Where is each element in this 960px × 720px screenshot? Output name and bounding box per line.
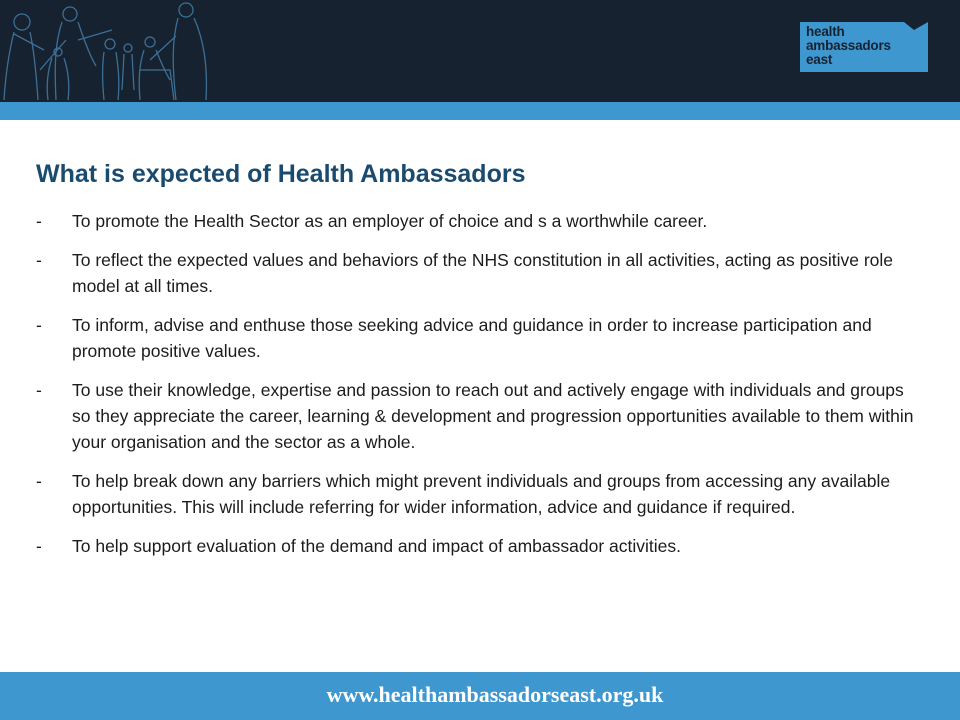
list-item-text: To promote the Health Sector as an employer of choice and s a worthwhile career. bbox=[72, 211, 708, 231]
list-item-text: To reflect the expected values and behaviors of the NHS constitution in all activities, acting as positive role model at all times. bbox=[72, 250, 893, 296]
footer-bar bbox=[0, 672, 960, 720]
expectations-list bbox=[36, 208, 916, 572]
list-item bbox=[36, 247, 916, 299]
list-item-text: To inform, advise and enthuse those seeking advice and guidance in order to increase participation and promote positive values. bbox=[72, 315, 872, 361]
dash-marker: - bbox=[36, 211, 42, 231]
page-title: What is expected of Health Ambassadors bbox=[36, 160, 526, 188]
dash-marker: - bbox=[36, 315, 42, 335]
list-item bbox=[36, 533, 916, 559]
logo-line-2: ambassadors bbox=[806, 38, 891, 53]
header-accent-stripe bbox=[0, 102, 960, 120]
silhouette-figures-icon bbox=[0, 0, 240, 102]
header-bar bbox=[0, 0, 960, 102]
list-item-text: To help break down any barriers which might prevent individuals and groups from accessing any available opportunities. This will include referring for wider information, advice and guidance if required. bbox=[72, 471, 891, 517]
list-item bbox=[36, 468, 916, 520]
logo-line-1: health bbox=[806, 24, 845, 39]
list-item bbox=[36, 208, 916, 234]
dash-marker: - bbox=[36, 471, 42, 491]
list-item-text: To help support evaluation of the demand and impact of ambassador activities. bbox=[72, 536, 681, 556]
logo-text bbox=[806, 25, 891, 67]
list-item bbox=[36, 377, 916, 455]
dash-marker: - bbox=[36, 536, 42, 556]
logo-line-3: east bbox=[806, 52, 833, 67]
footer-url: www.healthambassadorseast.org.uk bbox=[326, 682, 664, 707]
dash-marker: - bbox=[36, 250, 42, 270]
dash-marker: - bbox=[36, 380, 42, 400]
list-item-text: To use their knowledge, expertise and passion to reach out and actively engage with individuals and groups so they appreciate the career, learning & development and progression opportunities available to them within your organisation and the sector as a whole. bbox=[72, 380, 914, 452]
list-item bbox=[36, 312, 916, 364]
